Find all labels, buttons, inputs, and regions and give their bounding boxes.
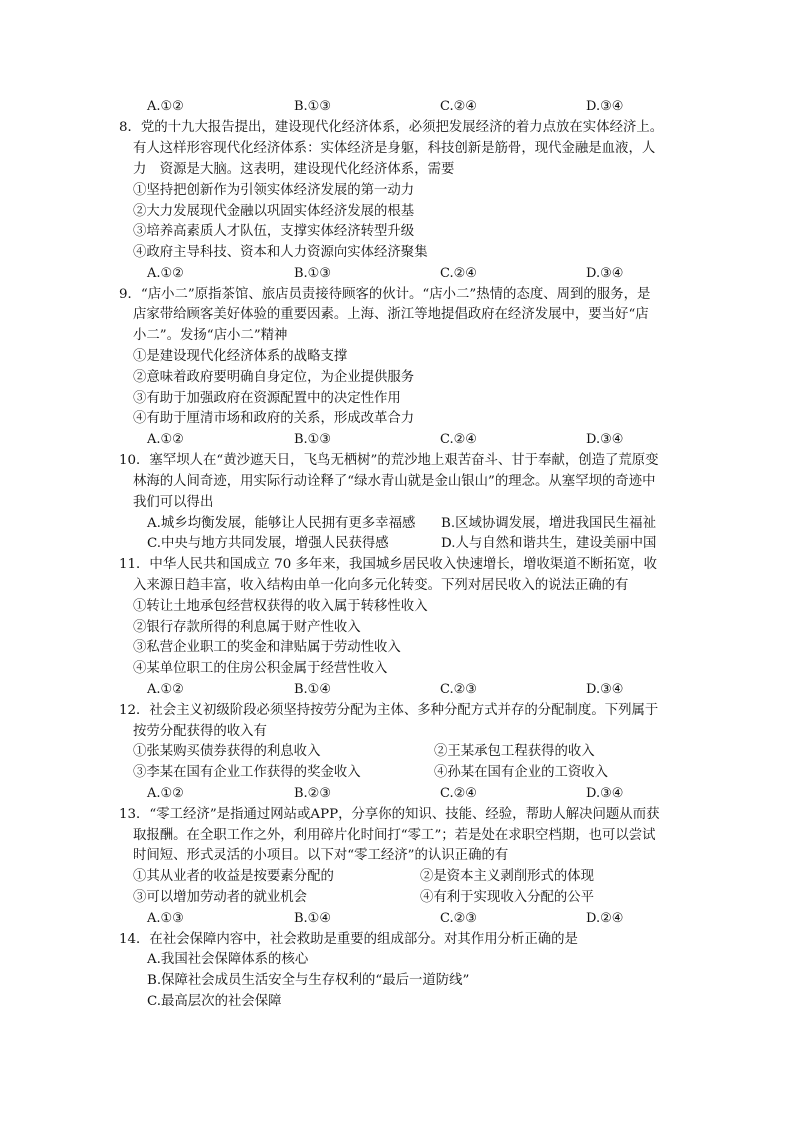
q13-item-4: ④有利于实现收入分配的公平 <box>420 890 595 905</box>
q14-option-a[interactable]: A.我国社会保障体系的核心 <box>147 952 309 967</box>
q12-item-3: ③李某在国有企业工作获得的奖金收入 <box>133 765 361 780</box>
q12-option-b[interactable]: B.②③ <box>294 786 331 801</box>
q8-option-d[interactable]: D.③④ <box>586 266 624 281</box>
q13-item-3: ③可以增加劳动者的就业机会 <box>133 890 308 905</box>
q11-option-c[interactable]: C.②③ <box>440 682 477 697</box>
q10-stem-line-2: 林海的人间奇迹，用实际行动诠释了“绿水青山就是金山银山”的理念。从塞罕坝的奇迹中 <box>133 474 656 489</box>
q13-stem-line-3: 时间短、形式灵活的小项目。以下对“零工经济”的认识正确的有 <box>133 848 509 863</box>
q10-option-a[interactable]: A.城乡均衡发展，能够让人民拥有更多幸福感 <box>147 516 416 531</box>
q9-item-3: ③有助于加强政府在资源配置中的决定性作用 <box>133 391 401 406</box>
q8-item-1: ①坚持把创新作为引领实体经济发展的第一动力 <box>133 183 415 198</box>
q7-option-d[interactable]: D.③④ <box>586 99 624 114</box>
q11-stem-line-2: 入来源日趋丰富，收入结构由单一化向多元化转变。下列对居民收入的说法正确的有 <box>133 578 629 593</box>
q13-option-c[interactable]: C.②③ <box>440 911 477 926</box>
q12-item-1: ①张某购买债券获得的利息收入 <box>133 744 321 759</box>
q10-stem-line-1: 10．塞罕坝人在“黄沙遮天日，飞鸟无栖树”的荒沙地上艰苦奋斗、甘于奉献，创造了荒原变 <box>119 453 659 468</box>
q9-option-b[interactable]: B.①③ <box>294 432 331 447</box>
q7-option-a[interactable]: A.①② <box>147 99 184 114</box>
q13-option-a[interactable]: A.①③ <box>147 911 184 926</box>
q9-option-c[interactable]: C.②④ <box>440 432 477 447</box>
q12-item-4: ④孙某在国有企业的工资收入 <box>434 765 609 780</box>
q8-stem-line-2: 有人这样形容现代化经济体系：实体经济是身躯，科技创新是筋骨，现代金融是血液，人 <box>133 141 656 156</box>
q13-stem-line-2: 取报酬。在全职工作之外，利用碎片化时间打“零工”；若是处在求职空档期，也可以尝试 <box>133 828 656 843</box>
q9-option-a[interactable]: A.①② <box>147 432 184 447</box>
q14-option-b[interactable]: B.保障社会成员生活安全与生存权利的“最后一道防线” <box>147 973 470 988</box>
q9-item-1: ①是建设现代化经济体系的战略支撑 <box>133 349 348 364</box>
q9-stem-line-3: 小二”。发扬“店小二”精神 <box>133 328 288 343</box>
q12-option-a[interactable]: A.①② <box>147 786 184 801</box>
q11-option-b[interactable]: B.①④ <box>294 682 331 697</box>
q11-item-2: ②银行存款所得的利息属于财产性收入 <box>133 620 361 635</box>
q12-stem-line-1: 12．社会主义初级阶段必须坚持按劳分配为主体、多种分配方式并存的分配制度。下列属于 <box>119 703 659 718</box>
q9-item-2: ②意味着政府要明确自身定位，为企业提供服务 <box>133 370 415 385</box>
q8-stem-line-3: 力 资源是大脑。这表明，建设现代化经济体系，需要 <box>133 162 455 177</box>
q7-option-b[interactable]: B.①③ <box>294 99 331 114</box>
q13-stem-line-1: 13．“零工经济”是指通过网站或APP，分享你的知识、技能、经验，帮助人解决问题从而获 <box>119 807 660 822</box>
q13-item-2: ②是资本主义剥削形式的体现 <box>420 869 595 884</box>
q8-option-a[interactable]: A.①② <box>147 266 184 281</box>
q9-option-d[interactable]: D.③④ <box>586 432 624 447</box>
q8-stem-line-1: 8．党的十九大报告提出，建设现代化经济体系，必须把发展经济的着力点放在实体经济上。 <box>119 120 664 135</box>
q14-stem-line-1: 14．在社会保障内容中，社会救助是重要的组成部分。对其作用分析正确的是 <box>119 932 578 947</box>
q11-item-1: ①转让土地承包经营权获得的收入属于转移性收入 <box>133 599 428 614</box>
q8-option-c[interactable]: C.②④ <box>440 266 477 281</box>
q12-option-d[interactable]: D.③④ <box>586 786 624 801</box>
q11-item-4: ④某单位职工的住房公积金属于经营性收入 <box>133 661 388 676</box>
q8-item-4: ④政府主导科技、资本和人力资源向实体经济聚集 <box>133 245 428 260</box>
q12-item-2: ②王某承包工程获得的收入 <box>434 744 595 759</box>
q8-item-3: ③培养高素质人才队伍，支撑实体经济转型升级 <box>133 224 415 239</box>
q9-stem-line-1: 9．“店小二”原指茶馆、旅店员责接待顾客的伙计。“店小二”热情的态度、周到的服务，是 <box>119 287 651 302</box>
q10-option-c[interactable]: C.中央与地方共同发展，增强人民获得感 <box>147 536 389 551</box>
q11-option-a[interactable]: A.①② <box>147 682 184 697</box>
q7-option-c[interactable]: C.②④ <box>440 99 477 114</box>
q10-stem-line-3: 我们可以得出 <box>133 495 214 510</box>
q9-stem-line-2: 店家带给顾客美好体验的重要因素。上海、浙江等地提倡政府在经济发展中，要当好“店 <box>133 307 649 322</box>
q9-item-4: ④有助于厘清市场和政府的关系，形成改革合力 <box>133 411 415 426</box>
q14-option-c[interactable]: C.最高层次的社会保障 <box>147 994 282 1009</box>
q8-option-b[interactable]: B.①③ <box>294 266 331 281</box>
q12-stem-line-2: 按劳分配获得的收入有 <box>133 724 267 739</box>
q13-option-b[interactable]: B.①④ <box>294 911 331 926</box>
q10-option-d[interactable]: D.人与自然和谐共生，建设美丽中国 <box>441 536 657 551</box>
q11-item-3: ③私营企业职工的奖金和津贴属于劳动性收入 <box>133 640 401 655</box>
q10-option-b[interactable]: B.区域协调发展，增进我国民生福祉 <box>441 516 656 531</box>
q13-item-1: ①其从业者的收益是按要素分配的 <box>133 869 334 884</box>
q12-option-c[interactable]: C.②④ <box>440 786 477 801</box>
q8-item-2: ②大力发展现代金融以巩固实体经济发展的根基 <box>133 204 415 219</box>
q11-option-d[interactable]: D.③④ <box>586 682 624 697</box>
q13-option-d[interactable]: D.②④ <box>586 911 624 926</box>
q11-stem-line-1: 11．中华人民共和国成立 70 多年来，我国城乡居民收入快速增长，增收渠道不断拓宽，收 <box>119 557 658 572</box>
